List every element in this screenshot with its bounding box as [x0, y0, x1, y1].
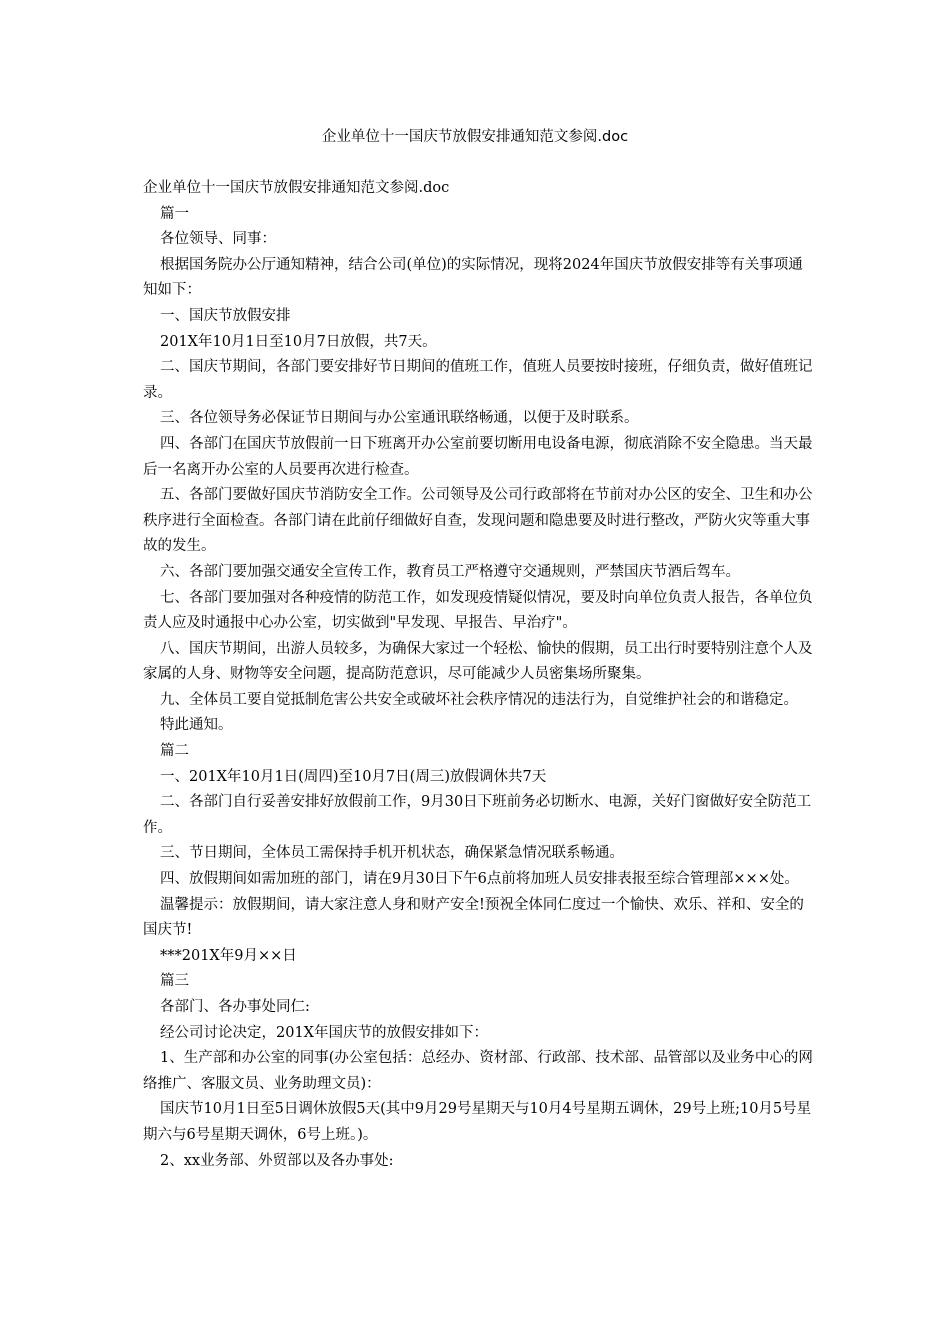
paragraph: 国庆节10月1日至5日调休放假5天(其中9月29号星期天与10月4号星期五调休，29号上班;10月5号星期六与6号星期天调休，6号上班。)。 — [143, 1101, 812, 1143]
paragraph: 三、节日期间，全体员工需保持手机开机状态，确保紧急情况联系畅通。 — [160, 845, 624, 862]
paragraph: 四、放假期间如需加班的部门，请在9月30日下午6点前将加班人员安排表报至综合管理部×××处。 — [160, 871, 799, 888]
section-heading-2: 篇二 — [160, 743, 189, 760]
paragraph: 一、201X年10月1日(周四)至10月7日(周三)放假调休共7天 — [160, 768, 547, 785]
paragraph: 温馨提示：放假期间，请大家注意人身和财产安全!预祝全体同仁度过一个愉快、欢乐、祥和、安全的国庆节! — [143, 896, 804, 939]
paragraph: 三、各位领导务必保证节日期间与办公室通讯联络畅通，以便于及时联系。 — [160, 410, 639, 427]
section-heading-1: 篇一 — [160, 205, 189, 222]
paragraph: 五、各部门要做好国庆节消防安全工作。公司领导及公司行政部将在节前对办公区的安全、卫生和办公秩序进行全面检查。各部门请在此前仔细做好自查，发现问题和隐患要及时进行整改，严防火灾等重大事故的发生。 — [143, 487, 813, 555]
page-header-title: 企业单位十一国庆节放假安排通知范文参阅.doc — [321, 129, 629, 145]
paragraph: 一、国庆节放假安排 — [160, 307, 291, 324]
paragraph: 二、各部门自行妥善安排好放假前工作，9月30日下班前务必切断水、电源，关好门窗做好安全防范工作。 — [143, 794, 812, 836]
paragraph: 特此通知。 — [160, 717, 233, 734]
paragraph: 201X年10月1日至10月7日放假，共7天。 — [160, 333, 437, 350]
paragraph: 1、生产部和办公室的同事(办公室包括：总经办、资材部、行政部、技术部、品管部以及业务中心的网络推广、客服文员、业务助理文员)： — [143, 1050, 813, 1092]
document-body — [143, 176, 815, 1174]
paragraph: 2、xx业务部、外贸部以及各办事处: — [160, 1152, 394, 1169]
document-title-line: 企业单位十一国庆节放假安排通知范文参阅.doc — [143, 180, 450, 196]
paragraph: ***201X年9月××日 — [160, 947, 297, 964]
salutation: 各位领导、同事： — [160, 231, 276, 248]
paragraph: 九、全体员工要自觉抵制危害公共安全或破坏社会秩序情况的违法行为，自觉维护社会的和谐稳定。 — [160, 691, 798, 708]
paragraph: 七、各部门要加强对各种疫情的防范工作，如发现疫情疑似情况，要及时向单位负责人报告，各单位负责人应及时通报中心办公室，切实做到"早发现、早报告、早治疗"。 — [143, 589, 813, 632]
paragraph: 六、各部门要加强交通安全宣传工作，教育员工严格遵守交通规则，严禁国庆节酒后驾车。 — [160, 563, 740, 580]
paragraph: 各部门、各办事处同仁: — [160, 999, 310, 1015]
paragraph: 二、国庆节期间，各部门要安排好节日期间的值班工作，值班人员要按时接班，仔细负责，做好值班记录。 — [143, 359, 813, 401]
paragraph: 四、各部门在国庆节放假前一日下班离开办公室前要切断用电设备电源，彻底消除不安全隐患。当天最后一名离开办公室的人员要再次进行检查。 — [143, 435, 813, 478]
paragraph: 根据国务院办公厅通知精神，结合公司(单位)的实际情况，现将2024年国庆节放假安排等有关事项通知如下： — [143, 256, 803, 299]
paragraph: 经公司讨论决定，201X年国庆节的放假安排如下： — [160, 1024, 488, 1041]
paragraph: 八、国庆节期间，出游人员较多，为确保大家过一个轻松、愉快的假期，员工出行时要特别注意个人及家属的人身、财物等安全问题，提高防范意识，尽可能减少人员密集场所聚集。 — [143, 640, 813, 683]
section-heading-3: 篇三 — [160, 973, 189, 990]
